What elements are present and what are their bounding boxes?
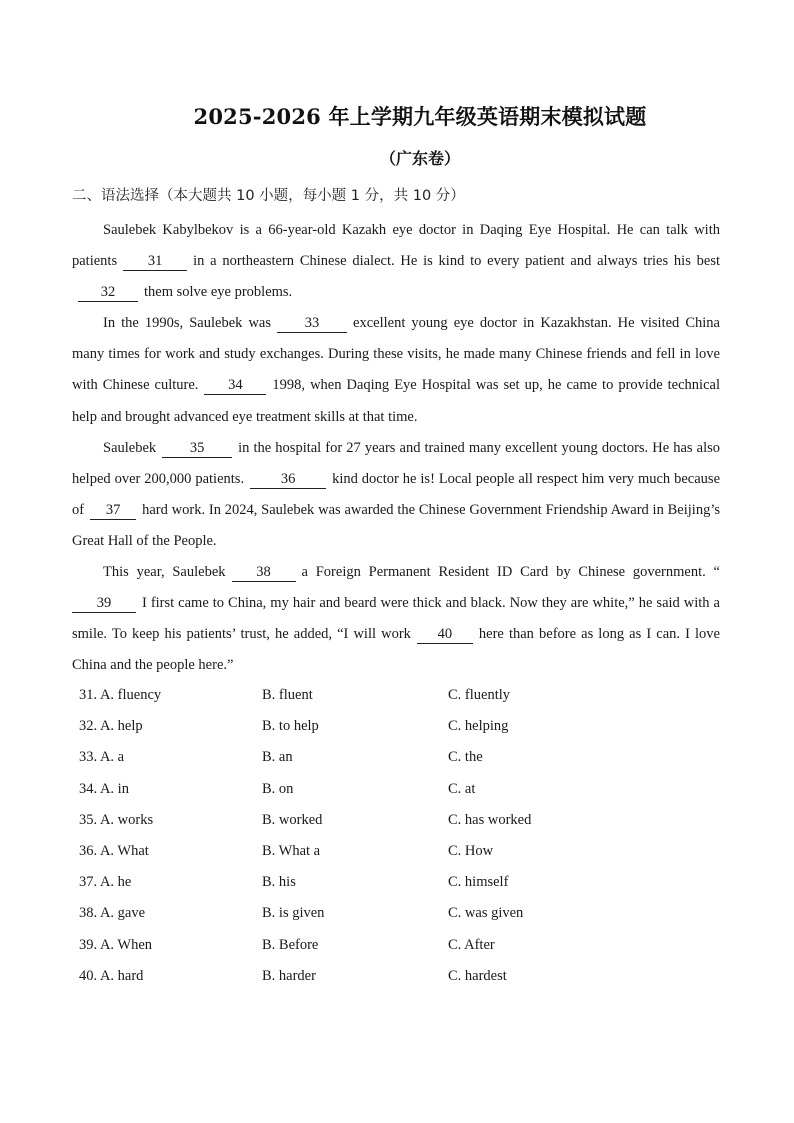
passage-paragraph-4 <box>72 557 720 681</box>
blank-35: 35 <box>162 439 232 458</box>
option-a: 39. A. When <box>79 936 153 953</box>
option-b: B. Before <box>262 936 319 953</box>
blank-38: 38 <box>232 563 296 582</box>
option-b: B. an <box>262 749 293 766</box>
passage-text: here than before as long as I can. I love China and the people here.” <box>72 626 720 674</box>
passage-text: them solve eye problems. <box>144 284 293 301</box>
option-b: B. on <box>262 780 294 797</box>
exam-subtitle: （广东卷） <box>379 149 460 168</box>
option-row-40 <box>79 964 639 995</box>
passage-text: 1998, when Daqing Eye Hospital was set up, he came to provide technical help and brought advanced eye treatment skills at that time. <box>72 377 720 425</box>
option-a: 40. A. hard <box>79 967 144 984</box>
answer-options <box>79 683 639 995</box>
option-row-35 <box>79 808 639 839</box>
option-a: 31. A. fluency <box>79 687 162 703</box>
blank-31: 31 <box>123 252 187 271</box>
option-row-36 <box>79 839 639 870</box>
option-c: C. was given <box>448 905 524 922</box>
passage-text: hard work. In 2024, Saulebek was awarded the Chinese Government Friendship Award in Beijing’s Great Hall of the People. <box>72 501 720 549</box>
blank-34: 34 <box>204 376 266 395</box>
section-heading: 二、语法选择（本大题共 10 小题，每小题 1 分，共 10 分） <box>72 188 465 204</box>
passage-text: a Foreign Permanent Resident ID Card by Chinese government. “ <box>301 564 720 581</box>
option-c: C. fluently <box>448 687 511 703</box>
passage-text: excellent young eye doctor in Kazakhstan. He visited China many times for work and study exchanges. During these visits, he made many Chinese friends and fell in love with Chinese culture. <box>72 315 720 394</box>
passage-text: I first came to China, my hair and beard were thick and black. Now they are white,” he said with a smile. To keep his patients’ trust, he added, “I will work <box>72 595 720 643</box>
option-c: C. After <box>448 936 495 953</box>
exam-title: 2025-2026 年上学期九年级英语期末模拟试题 <box>193 104 647 129</box>
passage-text: kind doctor he is! Local people all respect him very much because of <box>72 470 721 518</box>
option-row-33 <box>79 745 639 776</box>
passage-text: In the 1990s, Saulebek was <box>103 315 272 332</box>
blank-32: 32 <box>78 283 138 302</box>
option-b: B. harder <box>262 967 316 984</box>
option-c: C. at <box>448 780 476 797</box>
option-a: 37. A. he <box>79 874 132 891</box>
option-b: B. What a <box>262 842 321 859</box>
passage-paragraph-1 <box>72 215 720 308</box>
option-b: B. worked <box>262 811 323 828</box>
passage-text: in the hospital for 27 years and trained many excellent young doctors. He has also helped over 200,000 patients. <box>72 439 720 487</box>
option-a: 38. A. gave <box>79 905 146 922</box>
option-c: C. hardest <box>448 967 507 984</box>
option-c: C. the <box>448 749 483 766</box>
passage-paragraph-2 <box>72 308 720 432</box>
option-a: 35. A. works <box>79 811 154 828</box>
option-row-39 <box>79 933 639 964</box>
passage-text: Saulebek <box>103 439 157 456</box>
blank-39: 39 <box>72 594 136 613</box>
option-b: B. fluent <box>262 687 313 703</box>
option-row-32 <box>79 714 639 745</box>
blank-40: 40 <box>417 625 473 644</box>
option-c: C. helping <box>448 718 509 735</box>
option-row-31 <box>79 683 639 714</box>
option-row-38 <box>79 901 639 932</box>
passage-paragraph-3 <box>72 433 720 557</box>
option-a: 33. A. a <box>79 749 125 766</box>
option-c: C. How <box>448 842 494 859</box>
passage-text: Saulebek Kabylbekov is a 66-year-old Kazakh eye doctor in Daqing Eye Hospital. He can talk with patients <box>72 222 720 270</box>
passage-text: This year, Saulebek <box>103 564 226 581</box>
option-a: 34. A. in <box>79 780 129 797</box>
option-row-34 <box>79 777 639 808</box>
reading-passage <box>72 215 720 681</box>
passage-text: in a northeastern Chinese dialect. He is kind to every patient and always tries his best <box>193 253 720 270</box>
blank-37: 37 <box>90 501 136 520</box>
option-b: B. is given <box>262 905 325 922</box>
blank-36: 36 <box>250 470 326 489</box>
option-row-37 <box>79 870 639 901</box>
option-c: C. has worked <box>448 811 532 828</box>
blank-33: 33 <box>277 314 347 333</box>
option-a: 36. A. What <box>79 842 149 859</box>
option-c: C. himself <box>448 874 509 891</box>
option-b: B. to help <box>262 718 319 735</box>
option-a: 32. A. help <box>79 718 143 735</box>
option-b: B. his <box>262 874 296 891</box>
